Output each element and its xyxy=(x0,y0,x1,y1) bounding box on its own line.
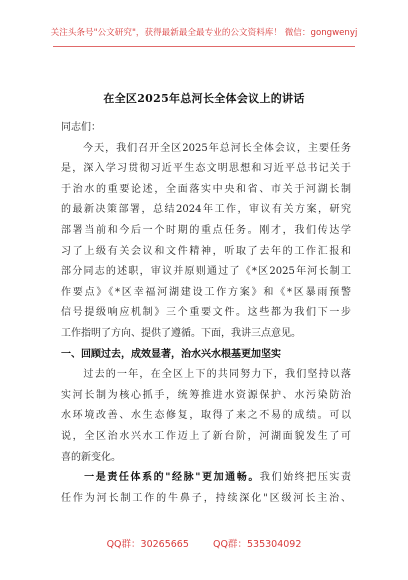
salutation: 同志们： xyxy=(61,122,101,133)
footer-qq-groups: QQ群：30265665 QQ群：535304092 xyxy=(106,539,302,550)
paragraph-line: 作要点》《*区幸福河湖建设工作方案》和《*区暴雨预警 xyxy=(61,286,351,298)
paragraph-line: 信号提级响应机制》三个重要文件。这些都为我们下一步 xyxy=(61,307,351,319)
paragraph-line: 喜的新变化。 xyxy=(61,451,121,463)
paragraph-opening xyxy=(61,139,351,345)
paragraph-line: 部分同志的述职，审议并原则通过了《*区2025年河长制工 xyxy=(61,266,351,278)
point-lead: 一是责任体系的"经脉"更加通畅。 xyxy=(61,472,260,484)
paragraph-line: 是，深入学习贯彻习近平生态文明思想和习近平总书记关于 xyxy=(61,163,351,175)
paragraph-review xyxy=(61,365,351,468)
header-promo-note: 关注头条号"公文研究"，获得最新最全最专业的公文资料库！ 微信：gongwenyj xyxy=(50,28,358,38)
point-text: 我们始终把压实责 xyxy=(259,472,351,484)
paragraph-line: 习了上级有关会议和文件精神，听取了去年的工作汇报和 xyxy=(61,245,351,257)
paragraph-line: 说，全区治水兴水工作迈上了新台阶，河湖面貌发生了可 xyxy=(61,430,351,442)
header-divider xyxy=(53,46,355,47)
paragraph-line: 水环境改善、水生态修复，取得了来之不易的成绩。可以 xyxy=(61,410,351,422)
paragraph-line: 今天，我们召开全区2025年总河长全体会议，主要任务 xyxy=(61,142,351,154)
paragraph-line: 任作为河长制工作的牛鼻子，持续深化"区级河长主治、 xyxy=(61,492,351,504)
speech-title: 在全区2025年总河长全体会议上的讲话 xyxy=(103,92,305,105)
paragraph-line: 的最新决策部署，总结2024年工作，审议有关方案，研究 xyxy=(61,204,351,216)
paragraph-responsibility xyxy=(61,468,351,509)
section-heading-1: 一、回顾过去，成效显著，治水兴水根基更加坚实 xyxy=(61,348,281,360)
paragraph-line: 工作指明了方向、提供了遵循。下面，我讲三点意见。 xyxy=(61,327,301,339)
paragraph-line: 实河长制为核心抓手，统筹推进水资源保护、水污染防治 xyxy=(61,389,351,401)
paragraph-line: 过去的一年，在全区上下的共同努力下，我们坚持以落 xyxy=(61,369,351,381)
paragraph-line: 部署当前和今后一个时期的重点任务。刚才，我们传达学 xyxy=(61,224,351,236)
speech-body xyxy=(61,118,351,509)
paragraph-line xyxy=(61,468,351,489)
paragraph-line: 于治水的重要论述，全面落实中央和省、市关于河湖长制 xyxy=(61,183,351,195)
